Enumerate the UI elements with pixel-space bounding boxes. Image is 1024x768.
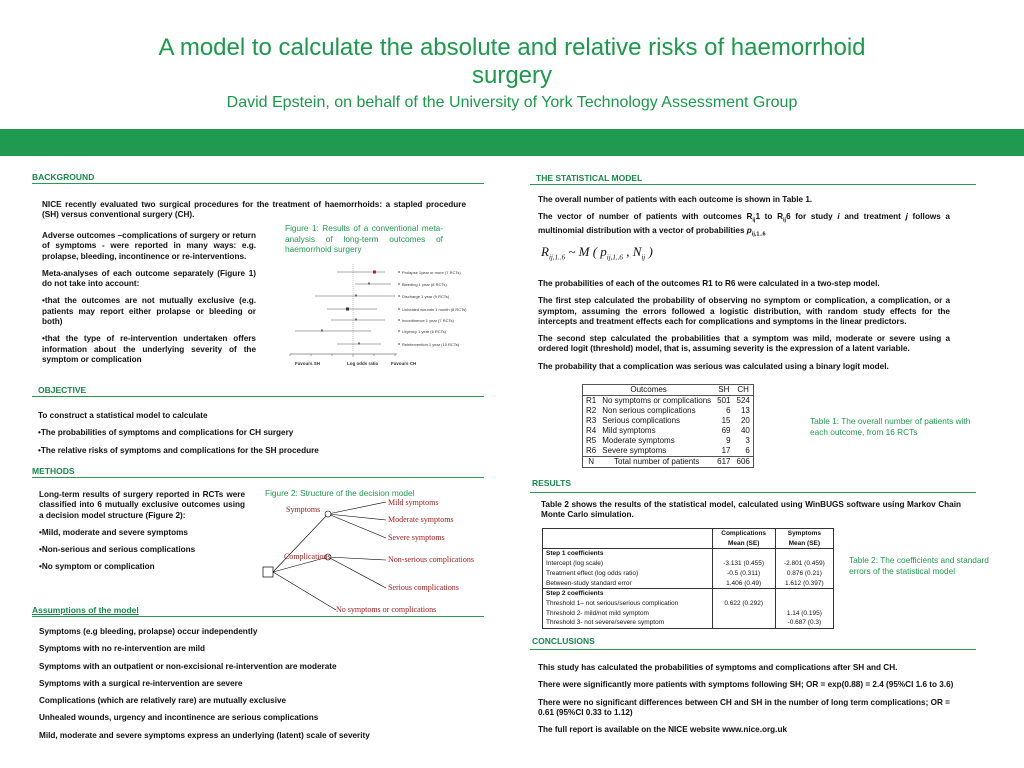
table-row: R4 Mild symptoms 69 40 (586, 426, 750, 435)
stat-model-para-4: The first step calculated the probability of observing no symptom or complication, a complication, or a symptom, assuming the errors followed a logistic distribution, with random study effects for the intercepts and treatment effects each for complications and symptoms in the linear predictors. (538, 296, 950, 326)
table-2-grid (542, 528, 834, 629)
conclusions-heading: CONCLUSIONS (532, 636, 595, 646)
forest-plot-svg (285, 262, 475, 372)
table-2-header (543, 529, 834, 539)
table-1-caption: Table 1: The overall number of patients with each outcome, from 16 RCTs (810, 416, 971, 437)
table-2 (542, 528, 834, 629)
assumption-item: Symptoms with a surgical re-intervention are severe (39, 678, 243, 688)
assumptions-rule (32, 616, 484, 617)
table-row: R1 No symptoms or complications 501 524 (586, 396, 750, 405)
table-2-col-complications: Complications (712, 529, 775, 539)
background-para-2: Adverse outcomes –complications of surgery or return of symptoms - were reported in many ways: e.g. prolapse, bleeding, incontinence or re-interventions. (42, 231, 256, 261)
table-1 (582, 384, 754, 468)
table-1-header-ch: CH (734, 385, 753, 396)
header-band (0, 129, 1024, 156)
table-2-col-symptoms: Symptoms (775, 529, 833, 539)
background-bullet-1: •that the outcomes are not mutually exclusive (e.g. patients may report either prolapse or bleeding or both) (42, 296, 256, 327)
table-row: R6 Severe symptoms 17 6 (586, 446, 750, 455)
table-1-header-outcomes: Outcomes (583, 385, 714, 396)
tree-label-symptoms: Symptoms (286, 505, 321, 514)
conclusions-para-4: The full report is available on the NICE website www.nice.org.uk (538, 725, 788, 735)
background-body (42, 231, 256, 372)
background-bullet-2: •that the type of re-intervention undertaken offers information about the underlying severity of the symptom or complication (42, 334, 256, 364)
forest-label-1: Prolapse 1year or more (7 RCTs) (402, 270, 461, 275)
objective-bullet-1: •The probabilities of symptoms and complications for CH surgery (38, 428, 294, 438)
forest-row-1 (337, 271, 385, 274)
forest-markers (398, 271, 400, 345)
table-2-subheader: Mean (SE) Mean (SE) (543, 539, 834, 549)
objective-bullet-2: •The relative risks of symptoms and complications for the SH procedure (38, 445, 319, 455)
stat-model-rule (530, 184, 976, 185)
forest-label-6: Urgency 1 year (6 RCTs) (402, 329, 447, 334)
background-para-3: Meta-analyses of each outcome separately (Figure 1) do not take into account: (42, 268, 256, 289)
background-heading: BACKGROUND (32, 172, 95, 182)
assumptions-heading: Assumptions of the model (32, 605, 139, 615)
tree-label-none: No symptoms or complications (336, 605, 437, 614)
model-equation: $R_{ij,1..6}$ ~ M ( $p_{ij,1..6}$ , $N_{ij}$ ) (541, 244, 653, 262)
decision-node (263, 567, 273, 577)
table-row: R3 Serious complications 15 20 (586, 416, 750, 425)
results-heading: RESULTS (532, 478, 572, 488)
table-row: R2 Non serious complications 6 13 (586, 406, 750, 415)
table-1-grid (583, 385, 753, 467)
stat-model-para-1: The overall number of patients with each outcome is shown in Table 1. (538, 195, 813, 204)
stat-model-para-5: The second step calculated the probabilities that a symptom was mild, moderate or severe using a ordered logit (threshold) model, that is, assuming severity is the expression of a latent variable. (538, 334, 950, 354)
assumption-item: Complications (which are relatively rare) are mutually exclusive (39, 696, 287, 706)
forest-label-5: Incontinence 1 year (7 RCTs) (402, 318, 454, 323)
table-row: Between-study standard error 1.406 (0.49) 1.612 (0.397) (543, 579, 834, 589)
tree-label-mild: Mild symptoms (388, 498, 439, 507)
table-row: Threshold 2- mild/not mild symptom 1.14 (0.195) (543, 609, 834, 619)
objective-heading: OBJECTIVE (38, 385, 87, 395)
table-2-step1-heading: Step 1 coefficients (543, 549, 834, 559)
page-title: A model to calculate the absolute and relative risks of haemorrhoid surgery (158, 34, 866, 89)
conclusions-body (538, 663, 962, 742)
forest-axis-right: Favours CH (391, 361, 417, 366)
methods-heading: METHODS (32, 466, 75, 476)
stat-model-para-2: The vector of number of patients with outcomes $R_{ij}1$ to $R_{ij}6$ for study i and treatment j follows a multinomial distribution with a vector of probabilities $p_{ij,1..6}$ (538, 212, 950, 238)
objective-rule (32, 396, 484, 397)
forest-label-3: Discharge 1 year (9 RCTs) (402, 294, 450, 299)
conclusions-para-3: There were no significant differences between CH and SH in the number of long term complications; OR = 0.61 (95%CI 0.33 to 1.12) (538, 697, 950, 717)
tree-label-serious: Serious complications (388, 583, 459, 592)
forest-row-4 (327, 308, 377, 311)
forest-label-7: Reintervention 1 year (10 RCTs) (402, 342, 460, 347)
methods-para-1: Long-term results of surgery reported in RCTs were classified into 6 mutually exclusive outcomes using a decision model structure (Figure 2): (39, 490, 245, 520)
conclusions-para-2: There were significantly more patients with symptoms following SH; OR = exp(0.88) = 2.4 (95%CI 1.6 to 3.6) (538, 680, 954, 690)
tree-label-nonserious: Non-serious complications (388, 555, 474, 564)
conclusions-para-1: This study has calculated the probabilities of symptoms and complications after SH and CH. (538, 663, 898, 672)
stat-model-para-3: The probabilities of each of the outcomes R1 to R6 were calculated in a two-step model. (538, 279, 880, 288)
forest-label-4: Unhealed wounds 1 month (8 RCTs) (402, 307, 467, 312)
methods-body (39, 490, 245, 580)
assumption-item: Symptoms with an outpatient or non-excisional re-intervention are moderate (39, 661, 337, 671)
table-row: Threshold 3- not severe/severe symptom -0.687 (0.3) (543, 618, 834, 628)
table-row-total: N Total number of patients 617 606 (583, 457, 753, 468)
decision-tree (258, 494, 488, 619)
chance-node-symptoms (325, 511, 331, 517)
tree-label-severe: Severe symptoms (388, 533, 445, 542)
stat-model-heading: THE STATISTICAL MODEL (536, 173, 643, 183)
table-row: Intercept (log scale) -3.131 (0.455) -2.801 (0.459) (543, 559, 834, 569)
forest-row-6 (295, 330, 371, 332)
methods-bullet-2: •Non-serious and serious complications (39, 545, 196, 555)
tree-label-moderate: Moderate symptoms (388, 515, 454, 524)
figure-2-caption: Figure 2: Structure of the decision model (265, 488, 415, 498)
forest-label-2: Bleeding 1 year (8 RCTs) (402, 282, 447, 287)
stat-model-para-6: The probability that a complication was serious was calculated using a binary logit model. (538, 361, 889, 371)
assumption-item: Symptoms with no re-intervention are mild (39, 644, 206, 654)
figure-1-caption: Figure 1: Results of a conventional meta-analysis of long-term outcomes of haemorrhoid surgery (285, 223, 443, 254)
methods-bullet-1: •Mild, moderate and severe symptoms (39, 527, 188, 537)
table-1-header-sh: SH (714, 385, 733, 396)
background-rule (32, 183, 484, 184)
table-2-caption: Table 2: The coefficients and standard errors of the statistical model (849, 555, 989, 576)
assumptions-list (39, 627, 479, 748)
table-row: Treatment effect (log odds ratio) -0.5 (0.311) 0.876 (0.21) (543, 569, 834, 579)
forest-axis-mid: Log odds ratio (347, 361, 379, 366)
page-subtitle: David Epstein, on behalf of the University of York Technology Assessment Group (226, 94, 798, 111)
assumption-item: Mild, moderate and severe symptoms express an underlying (latent) scale of severity (39, 730, 370, 740)
table-row: R5 Moderate symptoms 9 3 (586, 436, 750, 445)
methods-bullet-3: •No symptom or complication (39, 562, 155, 572)
results-para-1: Table 2 shows the results of the statistical model, calculated using WinBUGS software using Markov Chain Monte Carlo simulation. (541, 500, 961, 520)
assumption-item: Unhealed wounds, urgency and incontinence are serious complications (39, 713, 319, 723)
forest-axis-left: Favours SH (295, 361, 321, 366)
assumption-item: Symptoms (e.g bleeding, prolapse) occur independently (39, 627, 258, 636)
objective-para-1: To construct a statistical model to calculate (38, 411, 208, 420)
conclusions-rule (530, 649, 976, 650)
stat-model-body-bottom (538, 279, 950, 379)
background-intro: NICE recently evaluated two surgical procedures for the treatment of haemorrhoids: a stapled procedure (SH) versus conventional surgery (CH). (42, 200, 466, 220)
stat-model-body-top (538, 195, 950, 247)
objective-body (38, 411, 478, 463)
table-2-step2-heading: Step 2 coefficients (543, 589, 834, 599)
forest-row-2 (355, 283, 391, 285)
forest-plot (285, 262, 475, 372)
table-row: Threshold 1– not serious/serious complication 0.622 (0.292) (543, 599, 834, 609)
table-1-header (583, 385, 753, 396)
results-rule (530, 492, 976, 493)
forest-row-5 (331, 319, 385, 321)
forest-row-3 (315, 295, 395, 297)
methods-rule (32, 477, 484, 478)
forest-row-7 (337, 343, 381, 345)
tree-label-complications: Complications (284, 552, 331, 561)
